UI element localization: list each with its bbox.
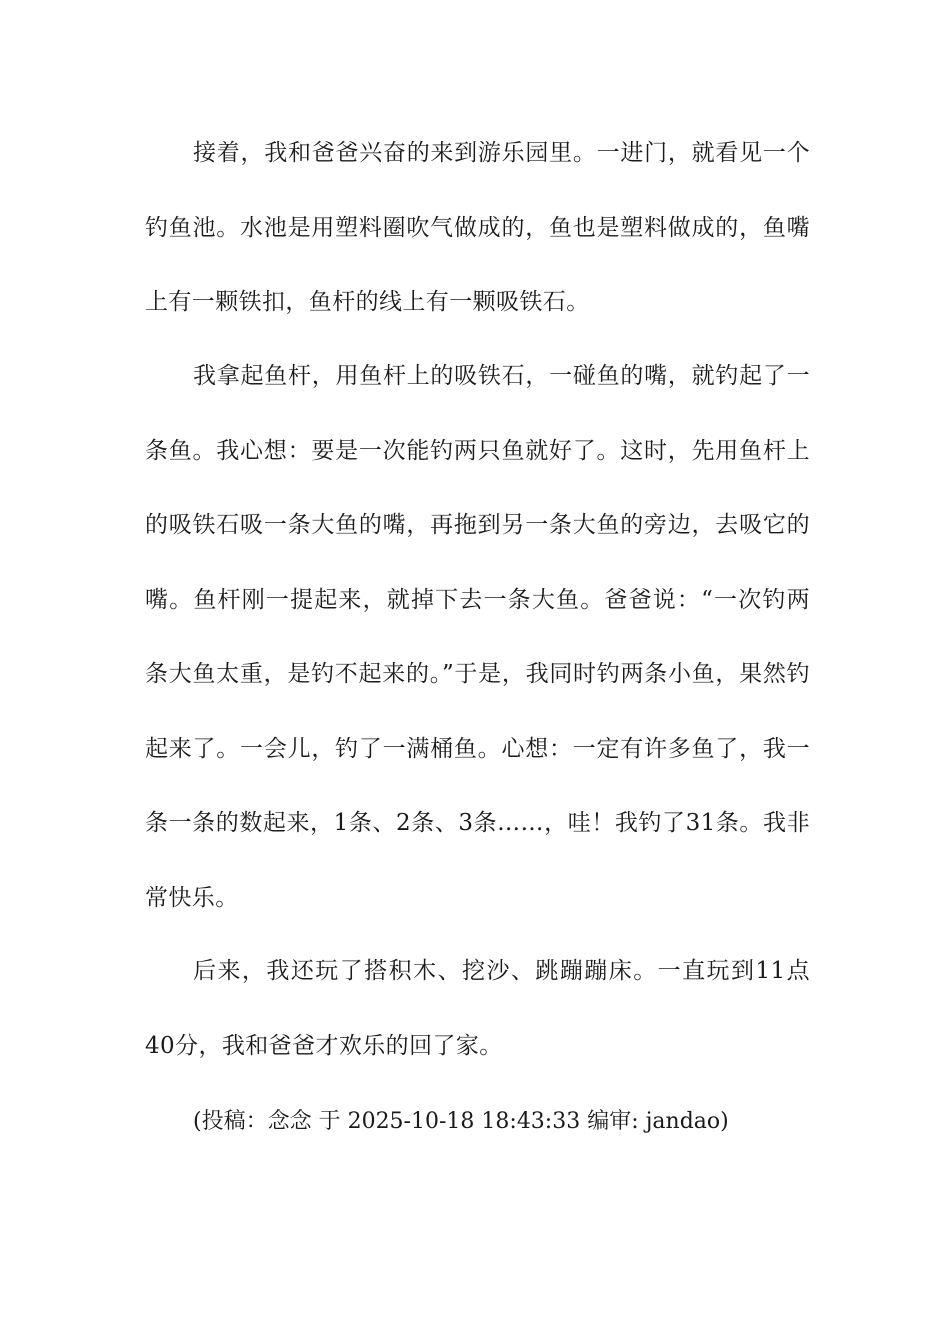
paragraph-going-home: 后来，我还玩了搭积木、挖沙、跳蹦蹦床。一直玩到11点40分，我和爸爸才欢乐的回了家。 — [145, 958, 810, 1059]
submission-footer: (投稿：念念 于 2025-10-18 18:43:33 编审: jandao) — [193, 1109, 729, 1134]
paragraph-fishing-game: 我拿起鱼杆，用鱼杆上的吸铁石，一碰鱼的嘴，就钓起了一条鱼。我心想：要是一次能钓两只鱼就好了。这时，先用鱼杆上的吸铁石吸一条大鱼的嘴，再拖到另一条大鱼的旁边，去吸它的嘴。鱼杆刚一提起来，就掉下去一条大鱼。爸爸说：“一次钓两条大鱼太重，是钓不起来的。”于是，我同时钓两条小鱼，果然钓起来了。一会儿，钓了一满桶鱼。心想：一定有许多鱼了，我一条一条的数起来，1条、2条、3条……，哇！我钓了31条。我非常快乐。 — [145, 363, 810, 911]
paragraph-amusement-park-arrival: 接着，我和爸爸兴奋的来到游乐园里。一进门，就看见一个钓鱼池。水池是用塑料圈吹气做成的，鱼也是塑料做成的，鱼嘴上有一颗铁扣，鱼杆的线上有一颗吸铁石。 — [145, 140, 810, 315]
